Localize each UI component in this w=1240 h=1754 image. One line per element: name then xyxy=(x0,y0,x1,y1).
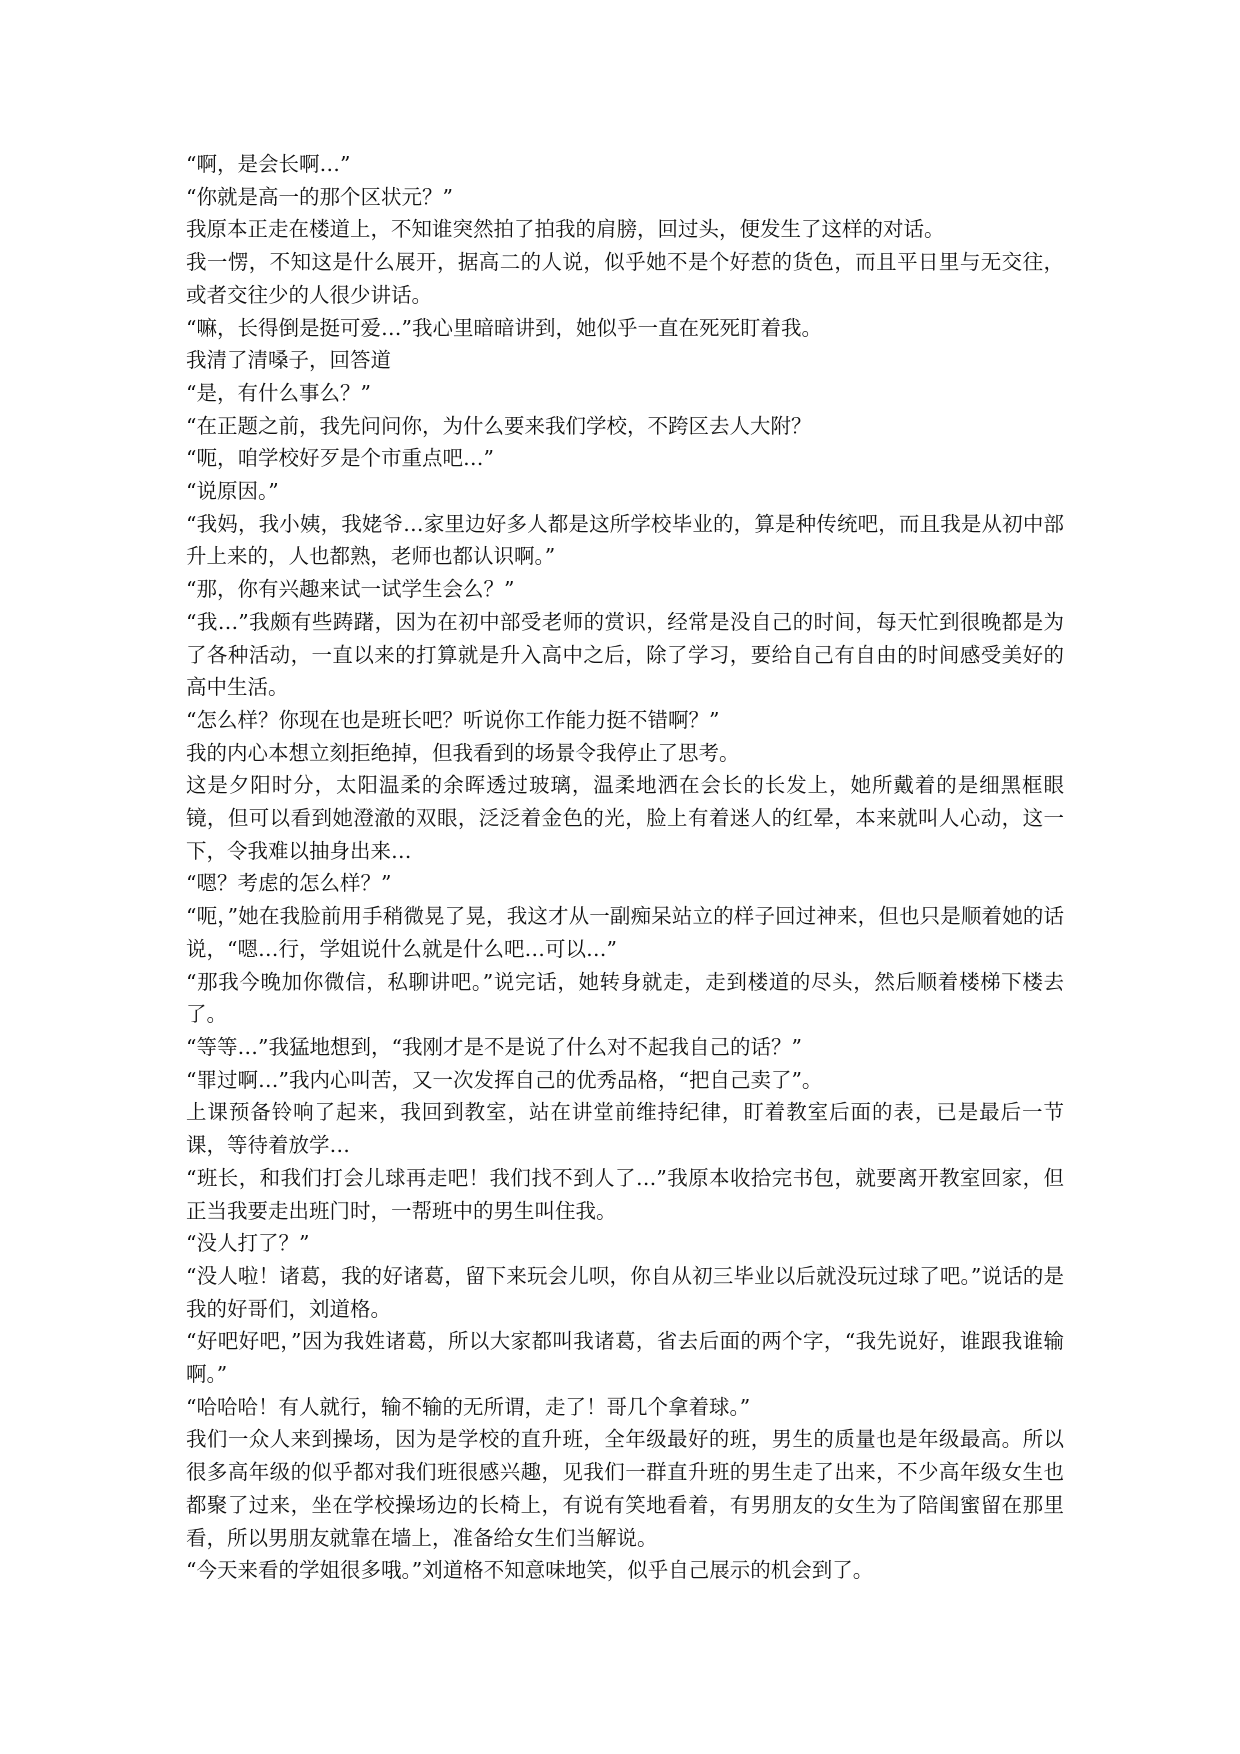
paragraph: “我妈，我小姨，我姥爷…家里边好多人都是这所学校毕业的，算是种传统吧，而且我是从初中部升上来的，人也都熟，老师也都认识啊。” xyxy=(186,511,1064,569)
paragraph: “哈哈哈！有人就行，输不输的无所谓，走了！哥几个拿着球。” xyxy=(186,1394,751,1419)
paragraph: “啊，是会长啊…” xyxy=(186,152,351,176)
paragraph: “等等…”我猛地想到，“我刚才是不是说了什么对不起我自己的话？” xyxy=(186,1034,802,1059)
paragraph: 我一愣，不知这是什么展开，据高二的人说，似乎她不是个好惹的货色，而且平日里与无交往，或者交往少的人很少讲话。 xyxy=(186,250,1064,307)
paragraph: “嘛，长得倒是挺可爱…”我心里暗暗讲到，她似乎一直在死死盯着我。 xyxy=(186,315,822,340)
paragraph: “没人打了？” xyxy=(186,1231,310,1256)
paragraph: “是，有什么事么？” xyxy=(186,380,371,405)
document-body xyxy=(186,148,1064,1587)
paragraph: “呃，”她在我脸前用手稍微晃了晃，我这才从一副痴呆站立的样子回过神来，但也只是顺着她的话说，“嗯…行，学姐说什么就是什么吧…可以…” xyxy=(186,904,1064,961)
paragraph: 我的内心本想立刻拒绝掉，但我看到的场景令我停止了思考。 xyxy=(186,740,740,765)
paragraph: 我清了清嗓子，回答道 xyxy=(186,348,391,373)
paragraph: 我原本正走在楼道上，不知谁突然拍了拍我的肩膀，回过头，便发生了这样的对话。 xyxy=(186,217,945,242)
paragraph: “今天来看的学姐很多哦。”刘道格不知意味地笑，似乎自己展示的机会到了。 xyxy=(186,1558,874,1583)
paragraph: “那，你有兴趣来试一试学生会么？” xyxy=(186,577,515,602)
paragraph: “我…”我颇有些踌躇，因为在初中部受老师的赏识，经常是没自己的时间，每天忙到很晚都是为了各种活动，一直以来的打算就是升入高中之后，除了学习，要给自己有自由的时间感受美好的高中生活。 xyxy=(186,609,1064,700)
paragraph: “在正题之前，我先问问你，为什么要来我们学校，不跨区去人大附？ xyxy=(186,413,812,438)
paragraph: “你就是高一的那个区状元？” xyxy=(186,184,453,209)
paragraph: 我们一众人来到操场，因为是学校的直升班，全年级最好的班，男生的质量也是年级最高。所以很多高年级的似乎都对我们班很感兴趣，见我们一群直升班的男生走了出来，不少高年级女生也都聚了过来，坐在学校操场边的长椅上，有说有笑地看着，有男朋友的女生为了陪闺蜜留在那里看，所以男朋友就靠在墙上，准备给女生们当解说。 xyxy=(186,1427,1064,1550)
paragraph: “怎么样？你现在也是班长吧？听说你工作能力挺不错啊？” xyxy=(186,707,720,732)
paragraph: “说原因。” xyxy=(186,479,279,504)
paragraph: “罪过啊…”我内心叫苦，又一次发挥自己的优秀品格，“把自己卖了”。 xyxy=(186,1067,823,1092)
paragraph: “好吧好吧，”因为我姓诸葛，所以大家都叫我诸葛，省去后面的两个字，“我先说好，谁跟我谁输啊。” xyxy=(186,1329,1064,1387)
paragraph: “班长，和我们打会儿球再走吧！我们找不到人了…”我原本收拾完书包，就要离开教室回家，但正当我要走出班门时，一帮班中的男生叫住我。 xyxy=(186,1165,1064,1223)
paragraph: “没人啦！诸葛，我的好诸葛，留下来玩会儿呗，你自从初三毕业以后就没玩过球了吧。”说话的是我的好哥们，刘道格。 xyxy=(186,1263,1064,1321)
paragraph: 上课预备铃响了起来，我回到教室，站在讲堂前维持纪律，盯着教室后面的表，已是最后一节课，等待着放学… xyxy=(186,1100,1064,1158)
paragraph: “那我今晚加你微信，私聊讲吧。”说完话，她转身就走，走到楼道的尽头，然后顺着楼梯下楼去了。 xyxy=(186,969,1064,1027)
paragraph: “呃，咱学校好歹是个市重点吧…” xyxy=(186,446,494,471)
paragraph: “嗯？考虑的怎么样？” xyxy=(186,871,392,896)
paragraph: 这是夕阳时分，太阳温柔的余晖透过玻璃，温柔地洒在会长的长发上，她所戴着的是细黑框眼镜，但可以看到她澄澈的双眼，泛泛着金色的光，脸上有着迷人的红晕，本来就叫人心动，这一下，令我难以抽身出来… xyxy=(186,773,1064,863)
